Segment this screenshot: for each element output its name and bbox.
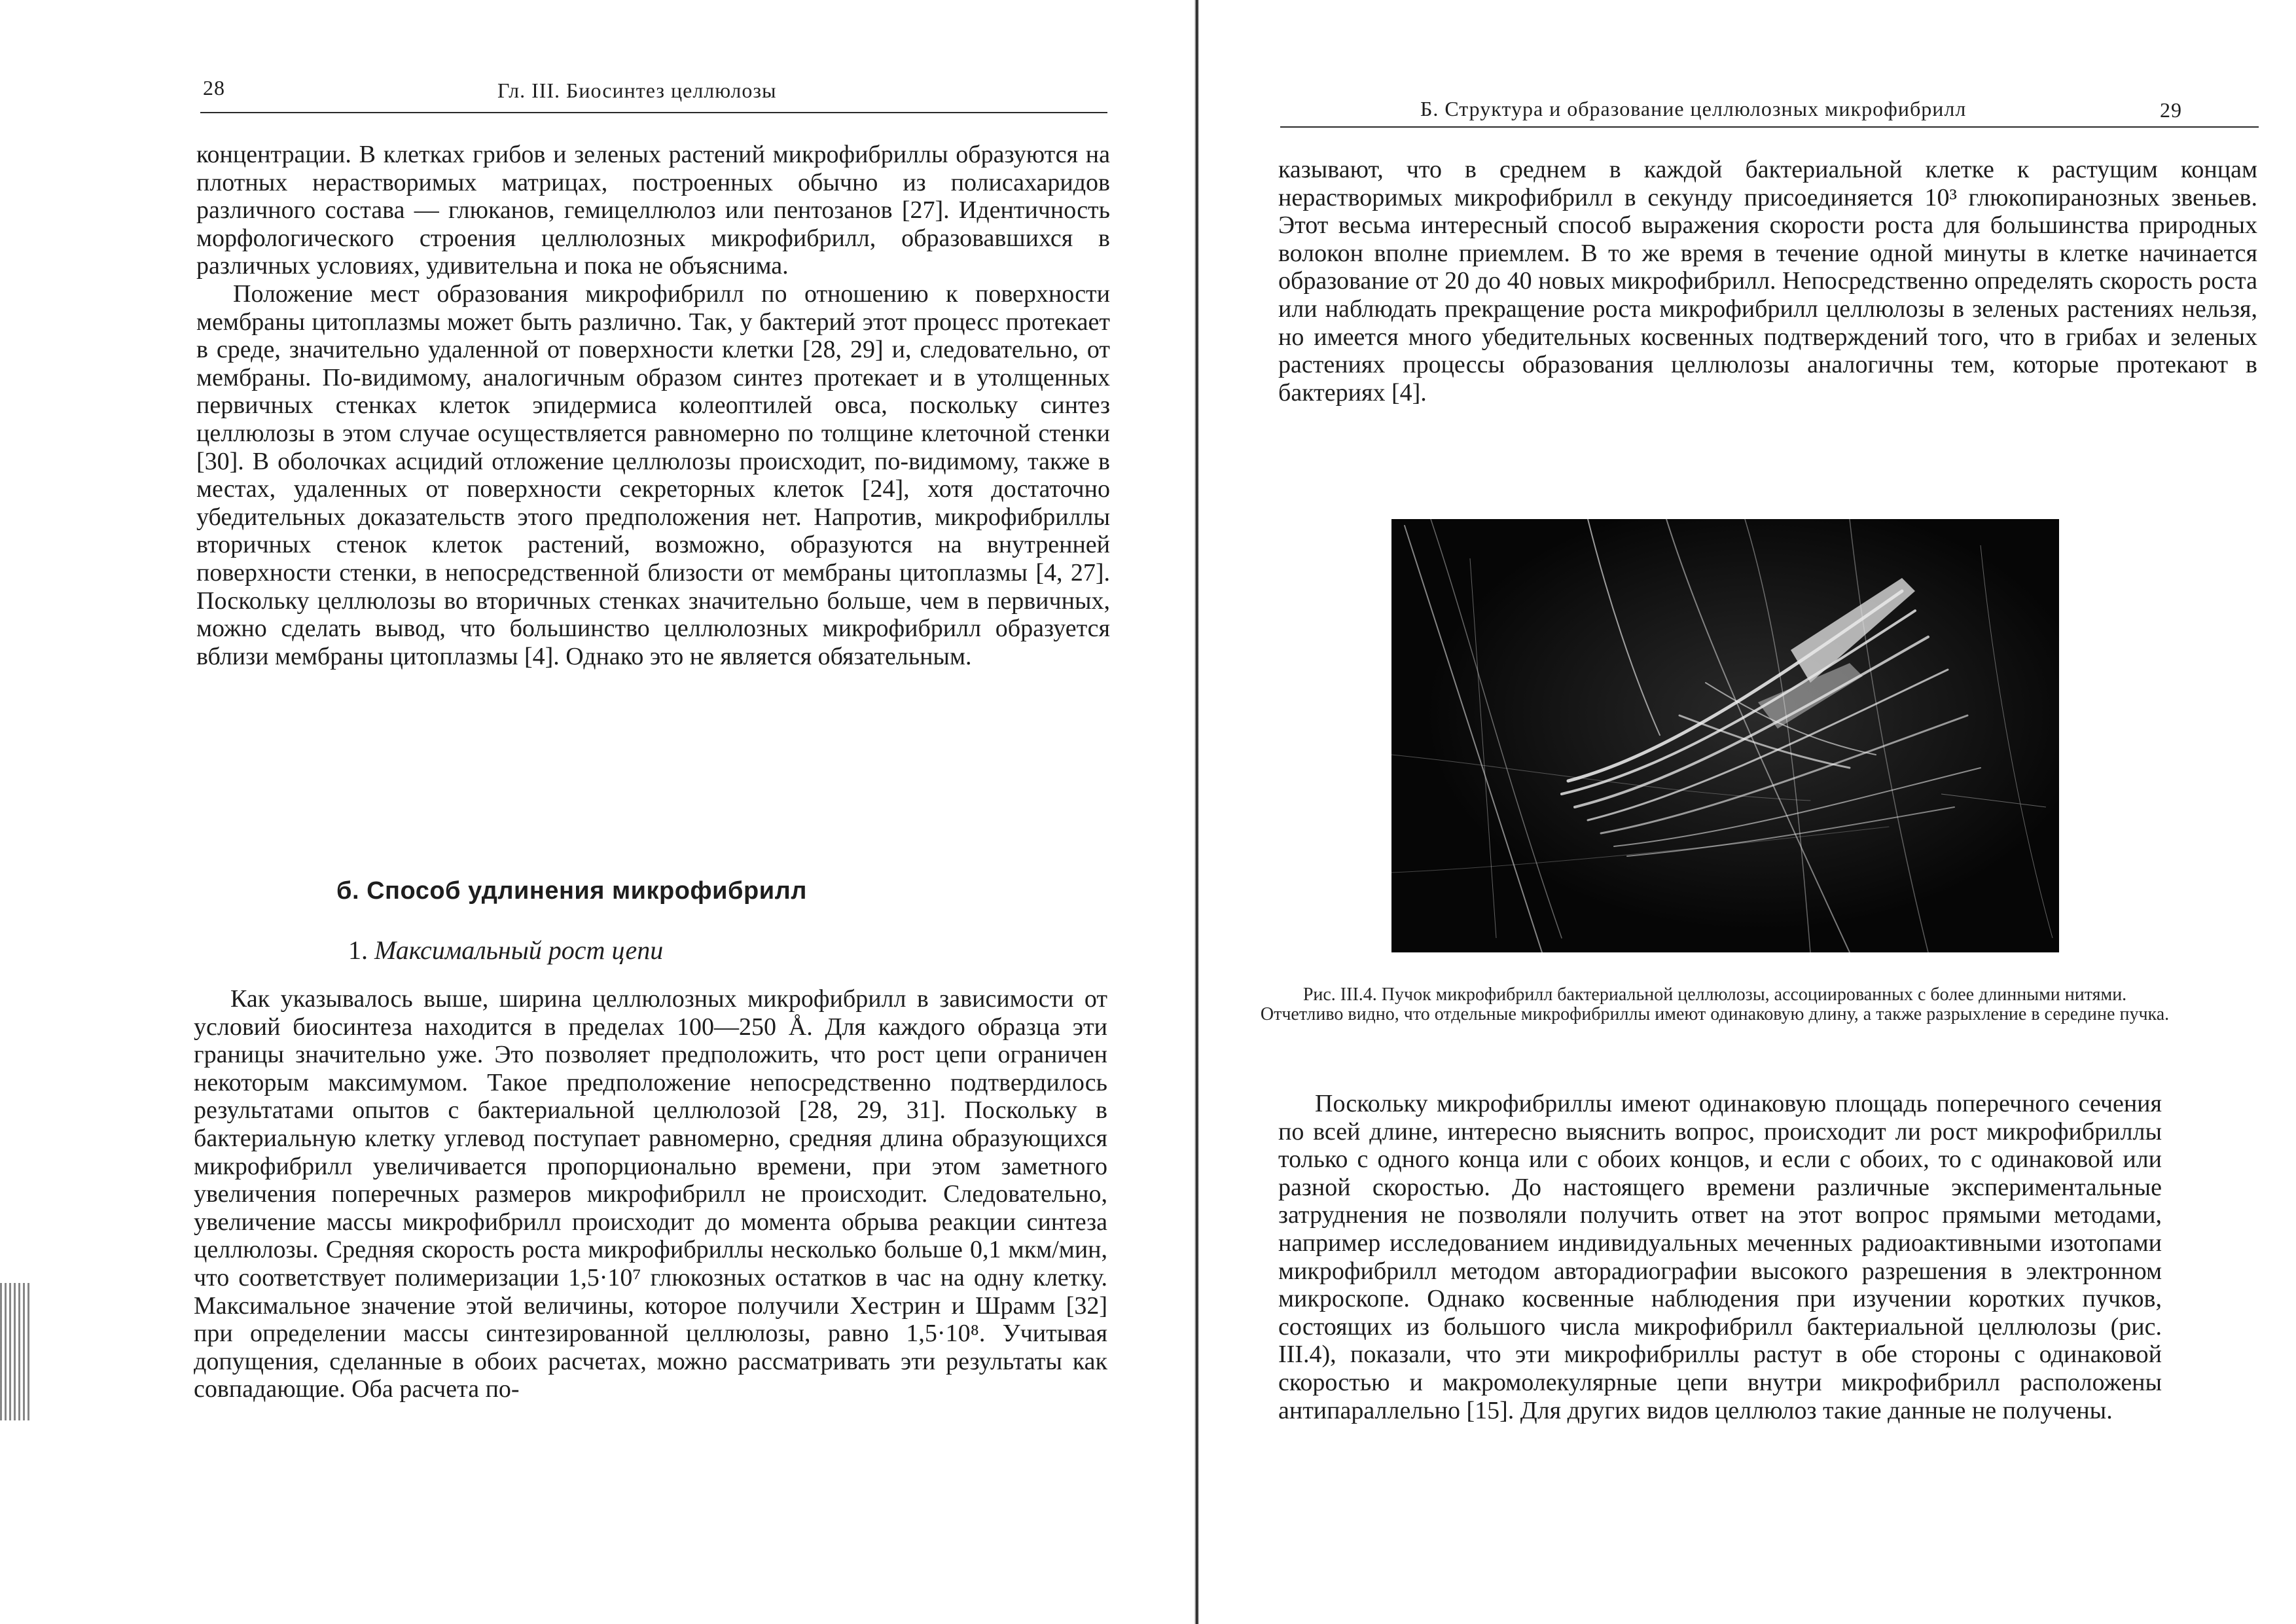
paragraph: концентрации. В клетках грибов и зеленых растений микрофибриллы образуются на плотных нерастворимых матрицах, построенных обычно из полисахаридов различного состава — глюканов, гемицеллюлоз или пентозанов [27]. Идентичность морфологического строения целлюлозных микрофибрилл, образовавшихся в различных условиях, удивительна и пока не объяснима. <box>196 141 1110 280</box>
subsection-heading <box>348 935 663 965</box>
subsection-title: Максимальный рост цепи <box>374 935 664 965</box>
text-block-top <box>196 141 1110 670</box>
page-number: 29 <box>2160 98 2182 122</box>
paragraph: Положение мест образования микрофибрилл по отношению к поверхности мембраны цитоплазмы может быть различно. Так, у бактерий этот процесс протекает в среде, значительно удаленной от поверхности клетки [28, 29] и, следовательно, от мембраны. По-видимому, аналогичным образом синтез протекает и в утолщенных первичных стенках клеток эпидермиса колеоптилей овса, поскольку синтез целлюлозы в этом случае осуществляется равномерно по толщине клеточной стенки [30]. В оболочках асцидий отложение целлюлозы происходит, по-видимому, также в местах, удаленных от поверхности секреторных клеток [24], хотя достаточно убедительных доказательств этого предположения нет. Напротив, микрофибриллы вторичных стенок клеток растений, возможно, образуются на внутренней поверхности стенки, в непосредственной близости от мембраны цитоплазмы [4, 27]. Поскольку целлюлозы во вторичных стенках значительно больше, чем в первичных, можно сделать вывод, что большинство целлюлозных микрофибрилл образуется вблизи мембраны цитоплазмы [4]. Однако это не является обязательным. <box>196 280 1110 670</box>
text-block-bottom: Как указывалось выше, ширина целлюлозных микрофибрилл в зависимости от условий биосинтеза находится в пределах 100—250 Å. Для каждого образца эти границы значительно уже. Это позволяет предположить, что рост цепи ограничен некоторым максимумом. Такое предположение непосредственно подтвердилось результатами опытов с бактериальной целлюлозой [28, 29, 31]. Поскольку в бактериальную клетку углевод поступает равномерно, средняя длина образующихся микрофибрилл увеличивается пропорционально времени, при этом заметного увеличения поперечных размеров микрофибрилл не происходит. Следовательно, увеличение массы микрофибрилл происходит до момента обрыва реакции синтеза целлюлозы. Средняя скорость роста микрофибриллы несколько больше 0,1 мкм/мин, что соответствует полимеризации 1,5·10⁷ глюкозных остатков в час на одну клетку. Максимальное значение этой величины, которое получили Хестрин и Шрамм [32] при определении массы синтезированной целлюлозы, равно 1,5·10⁸. Учитывая допущения, сделанные в обоих расчетах, можно рассматривать эти результаты как совпадающие. Оба расчета по- <box>194 985 1107 1403</box>
running-head: Б. Структура и образование целлюлозных микрофибрилл <box>1420 97 1967 120</box>
header-rule <box>200 112 1107 113</box>
header-rule <box>1280 126 2259 128</box>
text-block-top: казывают, что в среднем в каждой бактериальной клетке к растущим концам нерастворимых микрофибрилл в секунду присоединяется 10³ глюкопиранозных звеньев. Этот весьма интересный способ выражения скорости роста для большинства природных волокон вполне приемлем. В то же время в течение одной минуты в клетке начинается образование от 20 до 40 новых микрофибрилл. Непосредственно определять скорость роста или наблюдать прекращение роста микрофибрилл целлюлозы в зеленых растениях нельзя, но имеется много убедительных косвенных подтверждений того, что в грибах и зеленых растениях процессы образования целлюлозы аналогичны тем, которые протекают в бактериях [4]. <box>1278 156 2257 406</box>
section-heading: б. Способ удлинения микрофибрилл <box>336 877 807 905</box>
figure-caption <box>1260 985 2170 1024</box>
text-block-bottom-right: Поскольку микрофибриллы имеют одинаковую площадь поперечного сечения по всей длине, интересно выяснить вопрос, происходит ли рост микрофибриллы только с одного конца или с обоих концов, и если с обоих, то с одинаковой или разной скоростью. До настоящего времени различные экспериментальные затруднения не позволяли получить ответ на этот вопрос прямыми методами, например исследованием индивидуальных меченных радиоактивными изотопами микрофибрилл методом авторадиографии высокого разрешения в электронном микроскопе. Однако косвенные наблюдения при изучении коротких пучков, состоящих из большого числа микрофибрилл бактериальной целлюлозы (рис. III.4), показали, что эти микрофибриллы растут в обе стороны с одинаковой скоростью и макромолекулярные цепи внутри микрофибрилл расположены антипараллельно [15]. Для других видов целлюлоз такие данные не получены. <box>1278 1090 2162 1424</box>
subsection-number: 1. <box>348 935 368 965</box>
running-head: Гл. III. Биосинтез целлюлозы <box>497 79 777 102</box>
micrograph-image <box>1391 519 2059 952</box>
figure-micrograph <box>1391 519 2059 952</box>
page-number: 28 <box>203 76 225 99</box>
figure-caption-text: Рис. III.4. Пучок микрофибрилл бактериальной целлюлозы, ассоциированных с более длинными нитями. Отчетливо видно, что отдельные микрофибриллы имеют одинаковую длину, а также разрыхление в середине пучка. <box>1260 984 2170 1024</box>
